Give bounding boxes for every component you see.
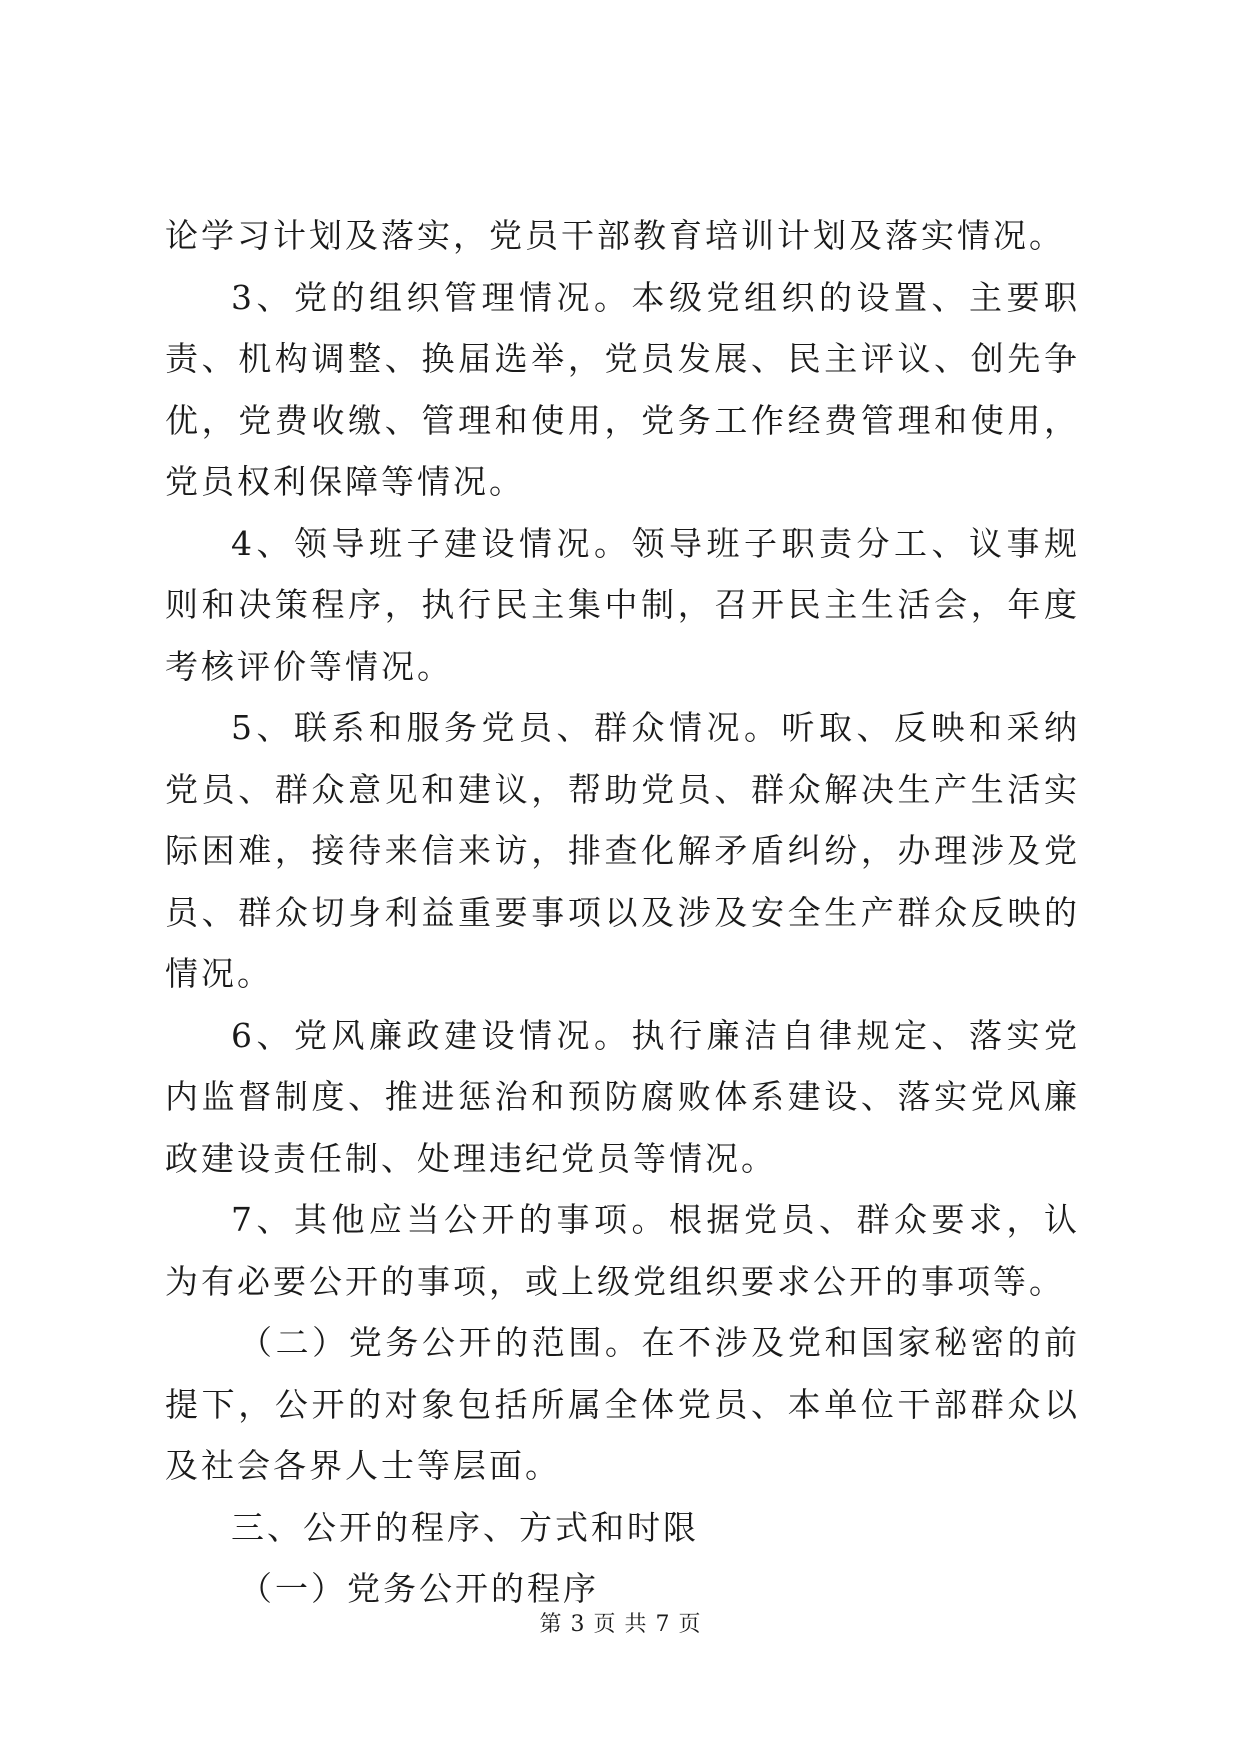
- paragraph-item-6: 6、党风廉政建设情况。执行廉洁自律规定、落实党内监督制度、推进惩治和预防腐败体系建设、落实党风廉政建设责任制、处理违纪党员等情况。: [165, 1015, 1080, 1178]
- paragraph-scope: （二）党务公开的范围。在不涉及党和国家秘密的前提下，公开的对象包括所属全体党员、本单位干部群众以及社会各界人士等层面。: [165, 1323, 1080, 1485]
- paragraph-item-4: 4、领导班子建设情况。领导班子职责分工、议事规则和决策程序，执行民主集中制，召开民主生活会，年度考核评价等情况。: [165, 523, 1080, 686]
- subsection-heading: （一）党务公开的程序: [239, 1569, 599, 1608]
- paragraph-continuation: 论学习计划及落实，党员干部教育培训计划及落实情况。: [165, 216, 1065, 255]
- paragraph-item-5: 5、联系和服务党员、群众情况。听取、反映和采纳党员、群众意见和建议，帮助党员、群众解决生产生活实际困难，接待来信来访，排查化解矛盾纠纷，办理涉及党员、群众切身利益重要事项以及涉及安全生产群众反映的情况。: [165, 708, 1080, 993]
- document-body: [165, 205, 1080, 1620]
- paragraph-item-3: 3、党的组织管理情况。本级党组织的设置、主要职责、机构调整、换届选举，党员发展、民主评议、创先争优，党费收缴、管理和使用，党务工作经费管理和使用，党员权利保障等情况。: [165, 277, 1080, 501]
- section-heading: 三、公开的程序、方式和时限: [231, 1507, 699, 1547]
- page-footer: 第 3 页 共 7 页: [539, 1612, 702, 1637]
- paragraph-item-7: 7、其他应当公开的事项。根据党员、群众要求，认为有必要公开的事项，或上级党组织要求公开的事项等。: [165, 1200, 1080, 1301]
